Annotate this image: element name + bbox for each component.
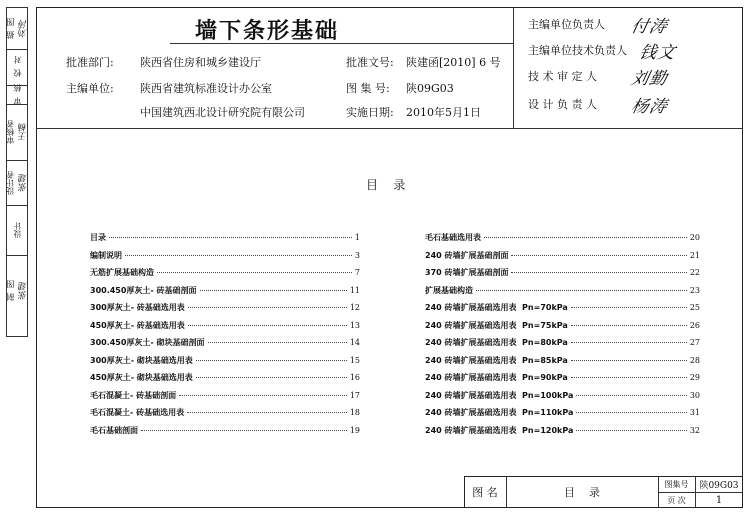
responsible-role: 主编单位负责人 [528,18,605,31]
toc-leader [571,325,687,326]
toc-entry[interactable] [425,337,700,348]
toc-entry[interactable] [425,407,700,418]
approval-doc-label: 批准文号: [346,56,394,69]
toc-entry-page: 22 [689,268,700,277]
toc-leader [208,342,347,343]
toc-leader [571,377,687,378]
approval-dept: 陕西省住房和城乡建设厅 [140,56,261,69]
responsible-signature: 付涛 [629,17,670,37]
toc-entry-page: 17 [349,390,360,400]
sidebar-cell [5,160,29,205]
toc-entry[interactable] [90,285,360,296]
toc-entry-title: 450厚灰土- 砌块基础选用表 [90,373,193,382]
toc-leader [187,412,347,413]
toc-entry-page: 18 [349,408,360,417]
sidebar-signature: 张建 [18,173,29,192]
toc-entry[interactable] [425,302,700,313]
toc-entry-title: 370 砖墙扩展基础剖面 [425,268,509,277]
toc-entry[interactable] [425,285,700,296]
toc-entry-page: 23 [689,285,700,295]
editor-label: 主编单位: [66,82,114,95]
toc-entry-page: 19 [349,425,360,435]
toc-entry[interactable] [90,407,360,418]
toc-entry-title: 450厚灰土- 砖基础选用表 [90,320,185,330]
sidebar-divider [6,205,28,206]
toc-entry-title: 毛石混凝土- 砖基础剖面 [90,390,177,400]
sidebar-divider [6,85,28,86]
toc-entry[interactable] [90,232,360,243]
toc-entry-title: 目录 [90,233,106,242]
toc-entry-title: 毛石基础选用表 [425,233,481,242]
toc-entry-page: 26 [689,320,700,330]
toc-entry-title: 240 砖墙扩展基础选用表 Pn=120kPa [425,425,574,435]
sidebar-divider [6,104,28,105]
toc-entry-page: 15 [349,355,360,365]
toc-leader [571,307,687,308]
toc-entry[interactable] [90,337,360,348]
sidebar-cell [5,104,29,160]
toc-entry-page: 27 [689,338,700,347]
editor-org-2: 中国建筑西北设计研究院有限公司 [140,106,305,119]
responsible-role: 技 术 审 定 人 [528,70,597,83]
toc-leader [484,237,687,238]
toc-entry-title: 300厚灰土- 砖基础选用表 [90,303,185,312]
toc-entry[interactable] [90,267,360,278]
sidebar-signature: 张建 [18,282,29,300]
toc-entry-page: 21 [689,250,700,260]
toc-leader [196,360,347,361]
editor-org-1: 陕西省建筑标准设计办公室 [140,82,272,95]
tb-name: 目 录 [564,486,600,499]
responsible-signature: 刘勤 [629,69,670,89]
toc-entry-title: 240 砖墙扩展基础选用表 Pn=90kPa [425,373,568,382]
toc-entry[interactable] [90,302,360,313]
toc-leader [571,342,687,343]
toc-entry-page: 31 [689,408,700,417]
responsible-role: 主编单位技术负责人 [528,44,627,57]
toc-leader [196,377,347,378]
toc-entry-page: 28 [689,355,700,365]
header-right-divider [513,7,514,128]
sidebar-cell [8,49,26,85]
sidebar-cell [8,85,26,104]
tb-page-no: 1 [715,494,723,506]
toc-entry-page: 14 [349,338,360,347]
responsible-signature: 杨涛 [629,97,670,117]
toc-entry-title: 毛石混凝土- 砖基础选用表 [90,408,185,417]
toc-entry-page: 25 [689,303,700,312]
toc-entry-title: 300厚灰土- 砌块基础选用表 [90,355,193,365]
toc-leader [141,430,347,431]
toc-entry-page: 7 [354,268,360,277]
toc-entry-title: 扩展基础构造 [425,285,473,295]
page-title: 墙下条形基础 [195,19,340,44]
tb-page-label: 页 次 [667,495,686,505]
toc-leader [576,430,686,431]
toc-entry[interactable] [90,320,360,331]
atlas-label: 图 集 号: [346,82,390,95]
toc-leader [179,395,347,396]
toc-entry-title: 无筋扩展基础构造 [90,268,154,277]
toc-entry-title: 240 砖墙扩展基础选用表 Pn=75kPa [425,320,568,330]
sidebar-role-label: 设计者 [5,170,15,195]
toc-entry-page: 1 [354,233,360,242]
atlas-no: 陕09G03 [406,82,454,95]
toc-leader [188,307,347,308]
toc-leader [125,255,352,256]
sidebar-role-label: 设计 [12,222,22,238]
responsible-signature: 钱文 [637,43,678,63]
toc-entry-title: 240 砖墙扩展基础选用表 Pn=80kPa [425,338,568,347]
toc-entry-title: 毛石基础剖面 [90,425,138,435]
toc-entry[interactable] [90,355,360,366]
toc-leader [576,395,686,396]
sidebar-cell [8,205,26,255]
toc-entry-title: 300.450厚灰土- 砖基础剖面 [90,285,197,295]
toc-entry[interactable] [425,355,700,366]
toc-entry-page: 32 [689,425,700,435]
sidebar-role-label: 审 核 [12,83,22,106]
toc-entry[interactable] [425,372,700,383]
sidebar-divider [6,49,28,50]
toc-entry-page: 3 [354,250,360,260]
toc-entry[interactable] [90,425,360,436]
toc-entry-page: 16 [349,373,360,382]
toc-entry-page: 29 [689,373,700,382]
toc-entry[interactable] [425,320,700,331]
toc-entry[interactable] [425,250,700,261]
date-label: 实施日期: [346,106,394,119]
sidebar-role-label: 制 图 [5,280,15,302]
approval-dept-label: 批准部门: [66,56,114,69]
sidebar-cell [5,255,29,327]
toc-entry[interactable] [425,390,700,401]
toc-leader [576,412,686,413]
toc-entry-title: 240 砖墙扩展基础选用表 Pn=70kPa [425,303,568,312]
toc-leader [476,290,687,291]
toc-entry-page: 11 [349,285,360,295]
toc-entry-title: 240 砖墙扩展基础选用表 Pn=85kPa [425,355,568,365]
toc-heading: 目 录 [366,178,406,192]
sidebar-divider [6,160,28,161]
sidebar-divider [6,255,28,256]
toc-entry[interactable] [90,372,360,383]
toc-entry-title: 240 砖墙扩展基础剖面 [425,250,509,260]
toc-entry-page: 13 [349,320,360,330]
toc-entry-title: 240 砖墙扩展基础选用表 Pn=100kPa [425,390,574,400]
toc-entry[interactable] [425,425,700,436]
toc-leader [157,272,352,273]
header-divider [36,128,743,129]
tb-atlas-no: 陕09G03 [699,480,739,491]
toc-entry-title: 编制说明 [90,250,122,260]
toc-entry[interactable] [90,390,360,401]
sidebar-role-label: 描 图 [5,18,15,40]
toc-leader [109,237,352,238]
implementation-date: 2010年5月1日 [406,106,481,119]
tb-name-label: 图 名 [472,486,498,499]
toc-leader [511,272,686,273]
toc-leader [511,255,686,256]
toc-entry[interactable] [425,267,700,278]
toc-entry[interactable] [90,250,360,261]
sidebar-role-label: 审核者 [5,120,15,144]
sidebar-role-label: 校 对 [12,56,22,78]
toc-entry-page: 20 [689,233,700,242]
responsible-role: 设 计 负 责 人 [528,98,597,111]
toc-entry-page: 30 [689,390,700,400]
toc-entry[interactable] [425,232,700,243]
toc-leader [200,290,347,291]
sidebar-signature: 王楠 [18,123,29,141]
toc-entry-title: 300.450厚灰土- 砌块基础剖面 [90,338,205,347]
toc-leader [188,325,347,326]
tb-atlas-label: 图集号 [664,479,689,489]
sidebar-cell [5,9,29,49]
toc-entry-title: 240 砖墙扩展基础选用表 Pn=110kPa [425,408,574,417]
toc-leader [571,360,687,361]
approval-doc: 陕建函[2010] 6 号 [406,56,501,69]
sidebar-signature: 刘涛 [18,20,29,38]
toc-entry-page: 12 [349,303,360,312]
